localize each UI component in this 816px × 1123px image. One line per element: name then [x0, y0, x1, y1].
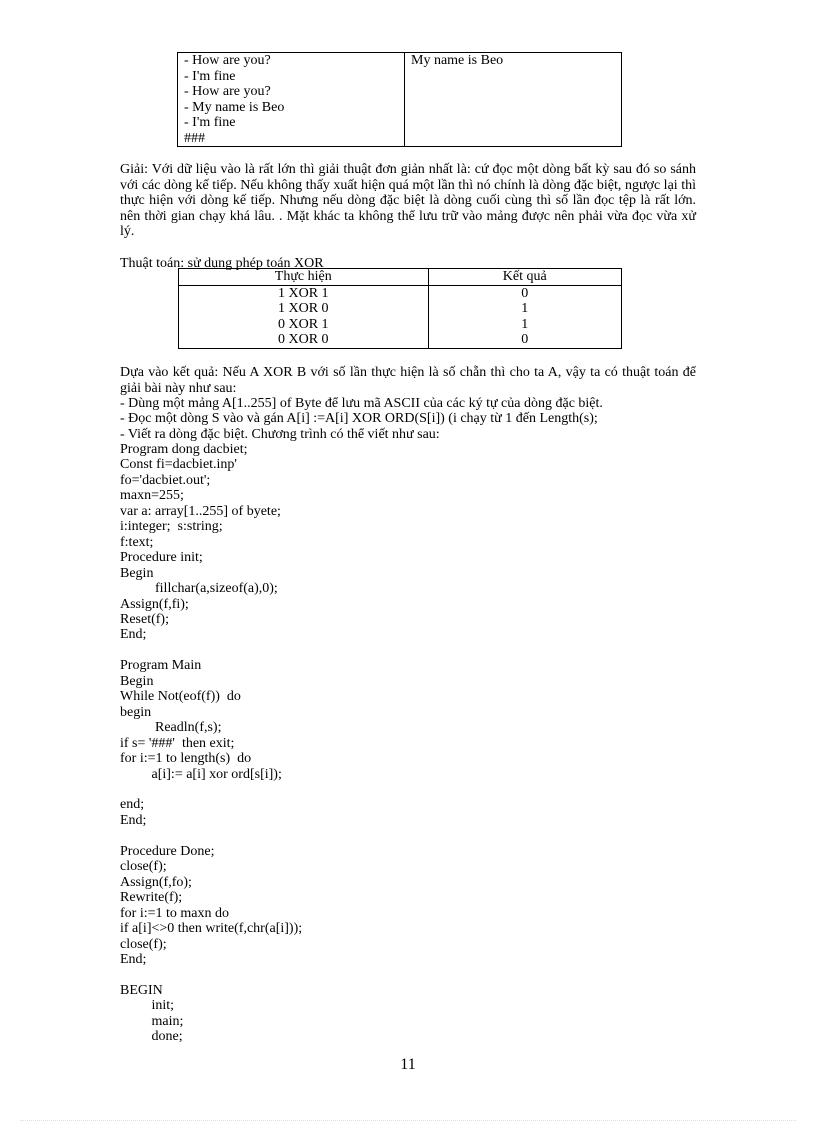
- xor-operation-cell: 0 XOR 1: [179, 317, 429, 333]
- code-line: if a[i]<>0 then write(f,chr(a[i]));: [120, 921, 303, 937]
- code-line: fillchar(a,sizeof(a),0);: [120, 581, 278, 597]
- code-line: Begin: [120, 565, 154, 581]
- code-line: Rewrite(f);: [120, 890, 183, 906]
- algorithm-title: Thuật toán: sử dụng phép toán XOR: [120, 256, 324, 271]
- code-line: Reset(f);: [120, 611, 169, 627]
- bullet-list: [120, 396, 696, 442]
- code-line: init;: [120, 998, 175, 1014]
- code-line: i:integer; s:string;: [120, 519, 223, 535]
- code-line: Procedure init;: [120, 550, 203, 566]
- code-line: f:text;: [120, 534, 154, 550]
- input-line: ###: [184, 130, 205, 146]
- bullet-item: - Viết ra dòng đặc biệt. Chương trình có thể viết như sau:: [120, 426, 440, 442]
- result-paragraph: Dựa vào kết quả: Nếu A XOR B với số lần thực hiện là số chẵn thì cho ta A, vậy ta có thuật toán để giải bài này như sau:: [120, 365, 696, 396]
- code-line: Procedure Done;: [120, 843, 215, 859]
- xor-result-cell: 0: [428, 285, 621, 301]
- code-line: Assign(f,fo);: [120, 874, 192, 890]
- code-line: [120, 967, 620, 982]
- code-line: End;: [120, 627, 147, 643]
- code-line: Readln(f,s);: [120, 720, 222, 736]
- page-bottom-divider: [20, 1120, 796, 1121]
- table-row: [179, 317, 622, 333]
- code-line: if s= '###' then exit;: [120, 735, 235, 751]
- code-line: for i:=1 to maxn do: [120, 905, 229, 921]
- table-row: [179, 301, 622, 317]
- bullet-item: - Dùng một mảng A[1..255] of Byte để lưu mã ASCII của các ký tự của dòng đặc biệt.: [120, 396, 603, 411]
- code-line: Const fi=dacbiet.inp': [120, 457, 237, 473]
- code-line: a[i]:= a[i] xor ord[s[i]);: [120, 766, 282, 782]
- xor-table-header: [179, 269, 622, 286]
- code-line: End;: [120, 951, 147, 967]
- code-line: begin: [120, 704, 152, 720]
- code-line: Assign(f,fi);: [120, 596, 189, 612]
- input-line: - How are you?: [184, 84, 271, 99]
- input-line: - My name is Beo: [184, 99, 285, 115]
- code-line: [120, 643, 620, 658]
- pascal-code-listing: [120, 442, 620, 1045]
- table-row: [179, 332, 622, 348]
- input-line: - How are you?: [184, 53, 271, 68]
- code-line: Program dong dacbiet;: [120, 442, 248, 457]
- code-line: for i:=1 to length(s) do: [120, 751, 252, 767]
- code-line: Program Main: [120, 658, 202, 674]
- code-line: end;: [120, 797, 145, 813]
- page-number: 11: [400, 1056, 416, 1073]
- code-line: [120, 782, 620, 797]
- bullet-item: - Đọc một dòng S vào và gán A[i] :=A[i] XOR ORD(S[i]) (i chạy từ 1 đến Length(s);: [120, 411, 598, 427]
- xor-operation-cell: 1 XOR 1: [179, 285, 429, 301]
- input-line: - I'm fine: [184, 68, 236, 84]
- code-line: close(f);: [120, 936, 167, 952]
- code-line: [120, 828, 620, 843]
- code-line: var a: array[1..255] of byete;: [120, 503, 281, 519]
- code-line: maxn=255;: [120, 488, 184, 504]
- input-cell: [178, 53, 405, 147]
- xor-operation-cell: 0 XOR 0: [179, 332, 429, 348]
- code-line: While Not(eof(f)) do: [120, 689, 241, 705]
- output-cell: [405, 53, 622, 147]
- code-line: main;: [120, 1013, 184, 1029]
- code-line: done;: [120, 1029, 183, 1045]
- xor-result-cell: 0: [428, 332, 621, 348]
- code-line: close(f);: [120, 859, 167, 875]
- output-line: My name is Beo: [411, 53, 504, 68]
- input-line: - I'm fine: [184, 115, 236, 130]
- table-row: [179, 285, 622, 301]
- code-line: Begin: [120, 673, 154, 689]
- code-line: fo='dacbiet.out';: [120, 472, 211, 488]
- xor-result-cell: 1: [428, 301, 621, 317]
- xor-operation-cell: 1 XOR 0: [179, 301, 429, 317]
- xor-result-cell: 1: [428, 317, 621, 333]
- code-line: BEGIN: [120, 982, 163, 998]
- xor-table: [178, 268, 622, 349]
- xor-header-operation: Thực hiện: [179, 269, 429, 286]
- solution-paragraph: Giải: Với dữ liệu vào là rất lớn thì giải thuật đơn giản nhất là: cứ đọc một dòng bất kỳ sau đó so sánh với các dòng kế tiếp. Nếu không thấy xuất hiện quá một lần thì nó chính là dòng đặc biệt, ngược lại thì thực hiện với dòng kế tiếp. Nhưng nếu dòng đặc biệt là dòng cuối cùng thì số lần đọc tệp là rất lớn. nên thời gian chạy khá lâu. . Mặt khác ta không thể lưu trữ vào mảng được nên phải vừa đọc vừa xử lý.: [120, 162, 696, 240]
- io-example-table: [177, 52, 622, 147]
- code-line: End;: [120, 812, 147, 828]
- xor-header-result: Kết quả: [428, 269, 621, 286]
